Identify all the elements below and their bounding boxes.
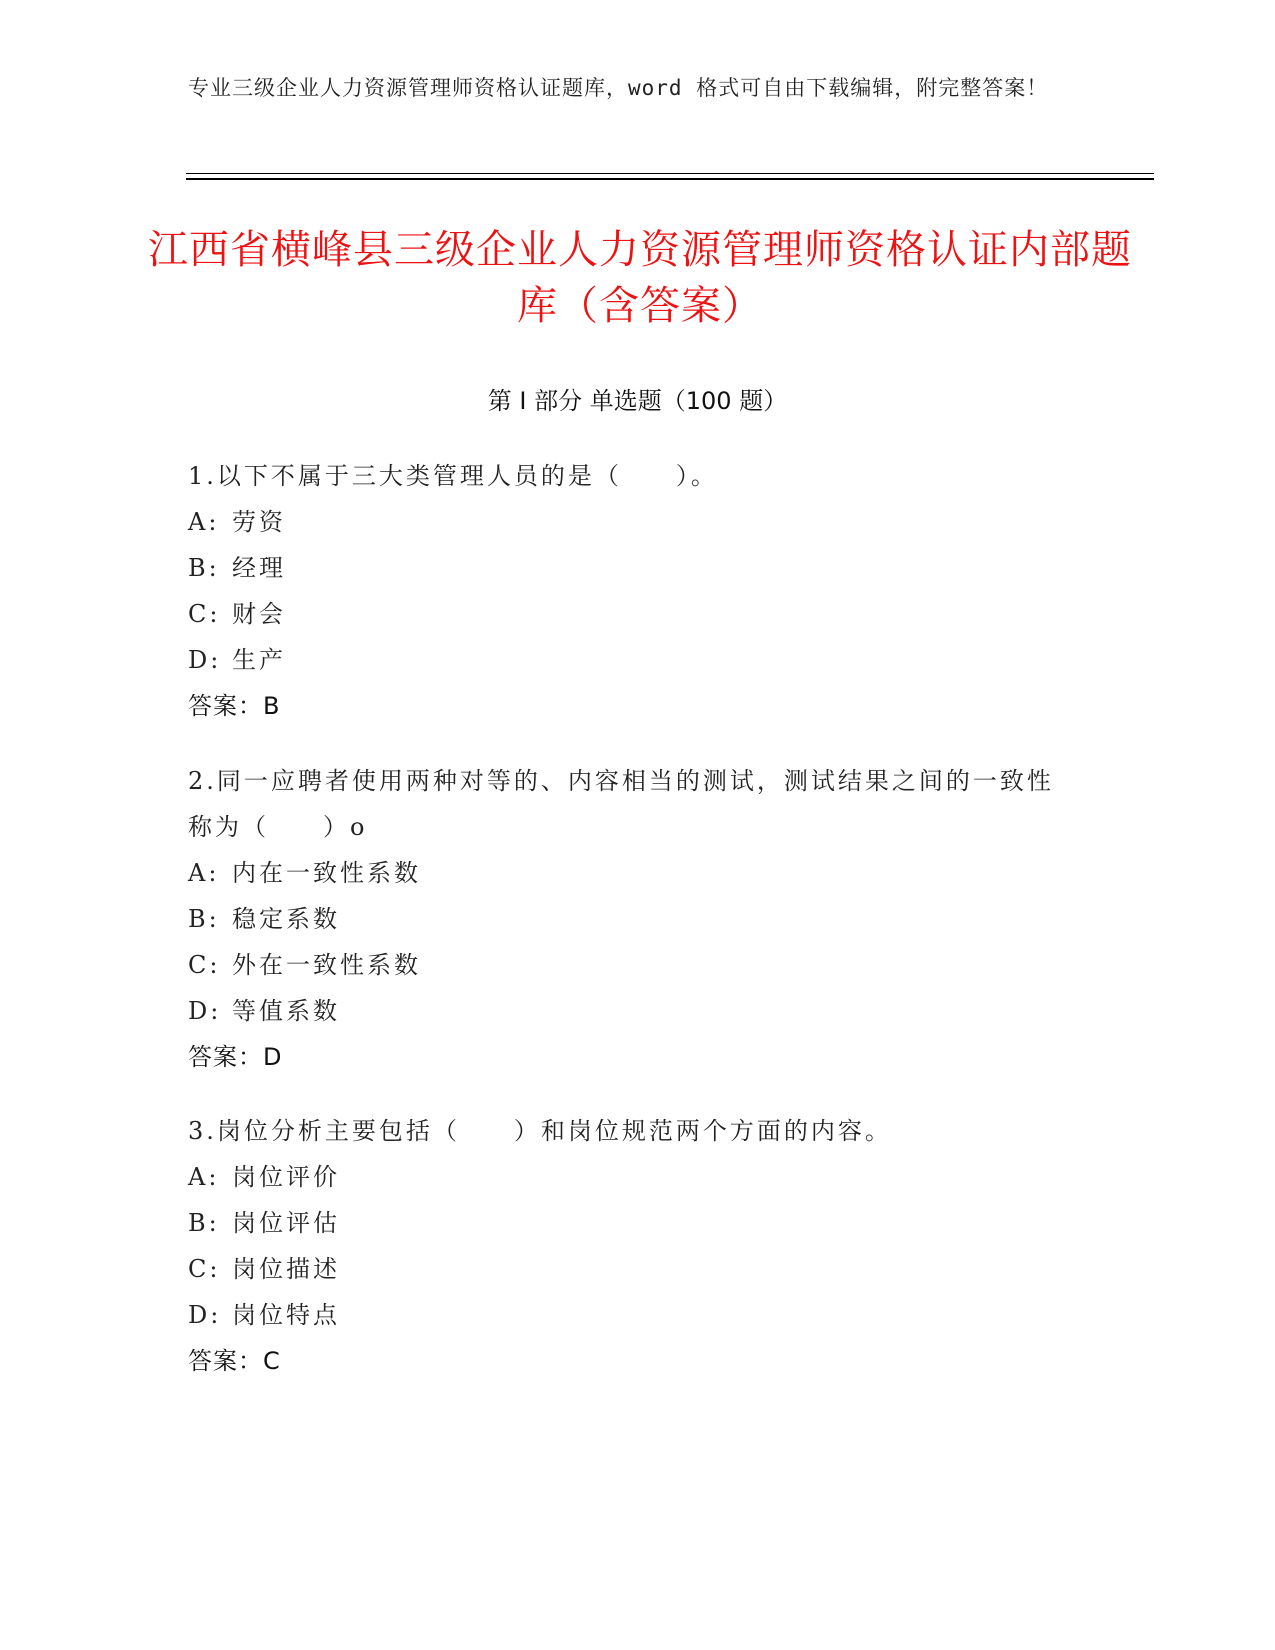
answer-line: 答案：B bbox=[188, 692, 281, 720]
answer-line: 答案：C bbox=[188, 1347, 281, 1375]
option-text: 等值系数 bbox=[232, 997, 340, 1025]
question-block-1 bbox=[188, 453, 1068, 729]
option-c bbox=[188, 591, 1068, 637]
option-letter: D: bbox=[188, 997, 222, 1025]
option-text: 内在一致性系数 bbox=[232, 859, 421, 887]
option-letter: A: bbox=[188, 859, 220, 887]
option-letter: A: bbox=[188, 1163, 220, 1191]
option-a bbox=[188, 850, 1068, 896]
option-text: 岗位描述 bbox=[232, 1255, 340, 1283]
option-letter: D: bbox=[188, 1301, 222, 1329]
option-text: 生产 bbox=[232, 646, 286, 674]
option-a bbox=[188, 499, 1068, 545]
section-heading: 第 I 部分 单选题（100 题） bbox=[487, 387, 788, 415]
option-letter: D: bbox=[188, 646, 222, 674]
option-letter: B: bbox=[188, 554, 220, 582]
option-d bbox=[188, 637, 1068, 683]
question-text: 2.同一应聘者使用两种对等的、内容相当的测试，测试结果之间的一致性称为（ ）o bbox=[188, 767, 1054, 841]
question-text: 3.岗位分析主要包括（ ）和岗位规范两个方面的内容。 bbox=[188, 1117, 892, 1145]
option-text: 稳定系数 bbox=[232, 905, 340, 933]
option-letter: B: bbox=[188, 905, 220, 933]
header-note: 专业三级企业人力资源管理师资格认证题库，word 格式可自由下载编辑，附完整答案！ bbox=[188, 76, 1049, 100]
header-divider-thin bbox=[186, 173, 1154, 174]
option-letter: C: bbox=[188, 600, 221, 628]
option-text: 外在一致性系数 bbox=[232, 951, 421, 979]
option-c bbox=[188, 942, 1068, 988]
document-title: 江西省横峰县三级企业人力资源管理师资格认证内部题库（含答案） bbox=[148, 227, 1132, 329]
option-letter: C: bbox=[188, 951, 221, 979]
question-block-3 bbox=[188, 1108, 1068, 1384]
option-letter: C: bbox=[188, 1255, 221, 1283]
option-text: 劳资 bbox=[232, 508, 286, 536]
header-divider-thick bbox=[186, 178, 1154, 180]
option-text: 岗位评价 bbox=[232, 1163, 340, 1191]
option-b bbox=[188, 545, 1068, 591]
option-c bbox=[188, 1246, 1068, 1292]
option-text: 岗位评估 bbox=[232, 1209, 340, 1237]
option-letter: A: bbox=[188, 508, 220, 536]
question-block-2 bbox=[188, 758, 1068, 1080]
option-text: 经理 bbox=[232, 554, 286, 582]
option-a bbox=[188, 1154, 1068, 1200]
option-d bbox=[188, 1292, 1068, 1338]
answer-line: 答案：D bbox=[188, 1043, 283, 1071]
question-text: 1.以下不属于三大类管理人员的是（ ）。 bbox=[188, 462, 718, 490]
option-text: 财会 bbox=[232, 600, 286, 628]
option-d bbox=[188, 988, 1068, 1034]
option-b bbox=[188, 1200, 1068, 1246]
option-text: 岗位特点 bbox=[232, 1301, 340, 1329]
option-letter: B: bbox=[188, 1209, 220, 1237]
option-b bbox=[188, 896, 1068, 942]
